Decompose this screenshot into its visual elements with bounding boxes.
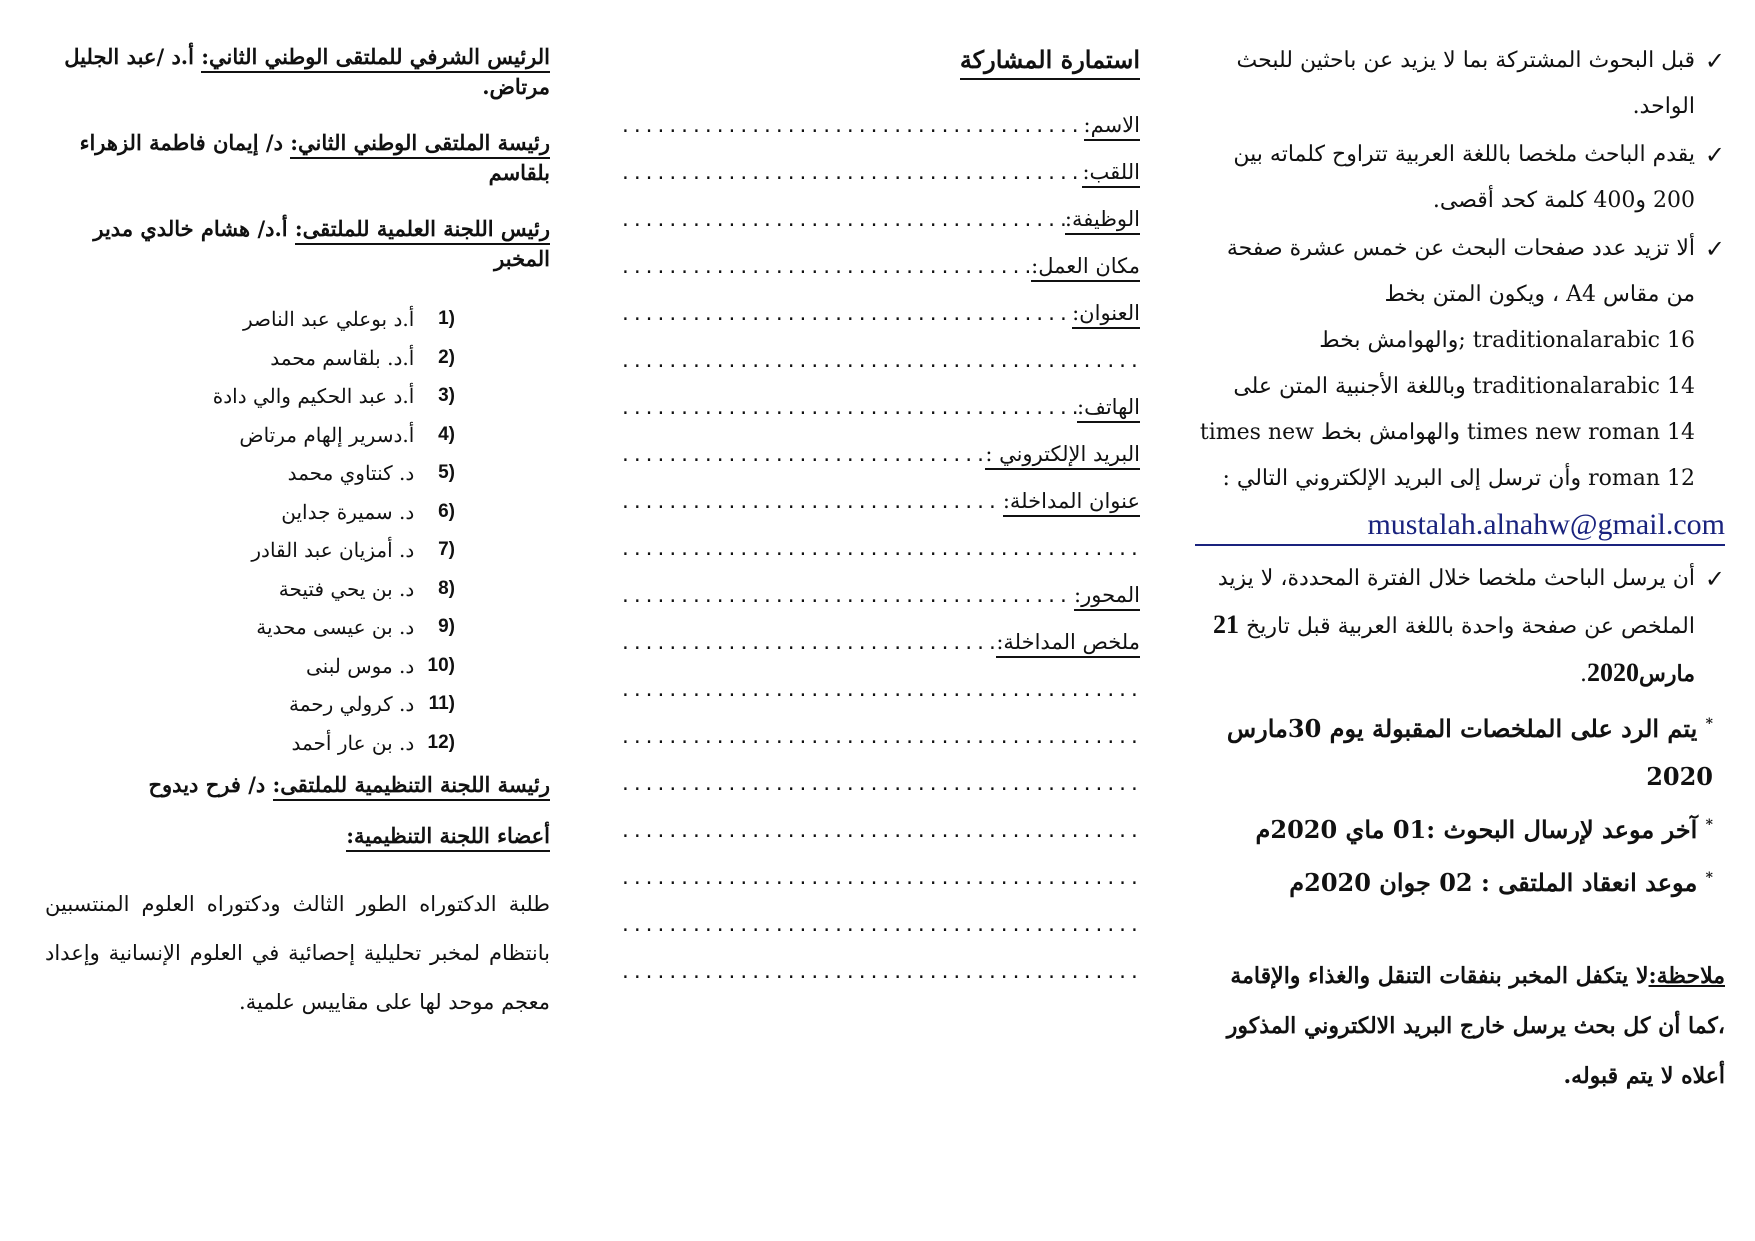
fill-line[interactable] — [620, 727, 1140, 752]
form-field-workplace: مكان العمل: ..... — [620, 235, 1140, 282]
abstract-line — [620, 940, 1140, 987]
form-field-surname: اللقب: ..... — [620, 141, 1140, 188]
check-icon: ✓ — [1704, 235, 1725, 263]
scientific-committee-list — [45, 300, 550, 762]
organizing-members-title: أعضاء اللجنة التنظيمية: — [45, 823, 550, 848]
fill-line[interactable] — [620, 962, 1140, 987]
list-item: 12) د. بن عار أحمد — [291, 730, 455, 755]
note-text: لا يتكفل المخبر بنفقات التنقل والغذاء والإقامة ،كما أن كل بحث يرسل خارج البريد الالكتروني المذكور أعلاه لا يتم قبوله. — [1226, 963, 1725, 1089]
organizing-committee-head: رئيسة اللجنة التنظيمية للملتقى: د/ فرح ديدوح — [45, 772, 550, 797]
fill-line[interactable] — [620, 398, 1077, 423]
abstract-line — [620, 799, 1140, 846]
honorary-president: الرئيس الشرفي للملتقى الوطني الثاني: أ.د /عبد الجليل مرتاض. — [64, 44, 550, 99]
list-item: 5) د. كنتاوي محمد — [287, 461, 455, 485]
abstract-line — [620, 752, 1140, 799]
fill-line[interactable] — [620, 774, 1140, 799]
list-item: 8) د. بن يحي فتيحة — [278, 576, 455, 601]
scientific-committee-head: رئيس اللجنة العلمية للملتقى: أ.د/ هشام خالدي مدير المخبر — [93, 216, 550, 271]
rule-item: ✓ يقدم الباحث ملخصا باللغة العربية تتراوح كلماته بين 200 و400 كلمة كحد أقصى. — [1195, 132, 1725, 224]
fill-line[interactable] — [620, 680, 1140, 705]
fill-line[interactable] — [620, 586, 1074, 611]
abstract-line — [620, 705, 1140, 752]
form-title: استمارة المشاركة — [960, 45, 1140, 80]
form-field-paper-title-cont — [620, 517, 1140, 564]
form-field-email: البريد الإلكتروني : ..... — [620, 423, 1140, 470]
form-field-name: الاسم: ..... — [620, 94, 1140, 141]
conference-president: رئيسة الملتقى الوطني الثاني: د/ إيمان فاطمة الزهراء بلقاسم — [79, 130, 550, 185]
abstract-line — [620, 846, 1140, 893]
conditions-column — [1195, 38, 1725, 1101]
check-icon: ✓ — [1704, 47, 1725, 75]
fill-line[interactable] — [620, 868, 1140, 893]
fill-line[interactable] — [620, 539, 1140, 564]
check-icon: ✓ — [1704, 141, 1725, 169]
rule-item: ✓ قبل البحوث المشتركة بما لا يزيد عن باحثين للبحث الواحد. — [1195, 38, 1725, 130]
abstract-line — [620, 893, 1140, 940]
fill-line[interactable] — [620, 257, 1031, 282]
note-label: ملاحظة: — [1648, 963, 1725, 989]
fill-line[interactable] — [620, 304, 1072, 329]
list-item: 10) د. موس لبنى — [306, 653, 455, 678]
form-field-address-cont — [620, 329, 1140, 376]
organizing-members-text: طلبة الدكتوراه الطور الثالث ودكتوراه العلوم المنتسبين بانتظام لمخبر تحليلية إحصائية في العلوم الإنسانية وإعداد معجم موحد لها على مقاييس علمية. — [45, 892, 550, 1014]
fill-line[interactable] — [620, 915, 1140, 940]
date-line: * آخر موعد لإرسال البحوث :01 ماي 2020م — [1255, 815, 1713, 844]
rule-item: ✓ أن يرسل الباحث ملخصا خلال الفترة المحددة، لا يزيد الملخص عن صفحة واحدة باللغة العربية قبل تاريخ 21 مارس2020. — [1195, 556, 1725, 698]
list-item: 7) د. أمزيان عبد القادر — [251, 538, 455, 562]
fill-line[interactable] — [620, 163, 1082, 188]
form-field-address: العنوان: ..... — [620, 282, 1140, 329]
form-field-abstract: ملخص المداخلة: ..... — [620, 611, 1140, 658]
fill-line[interactable] — [620, 633, 996, 658]
rule-item: ✓ ألا تزيد عدد صفحات البحث عن خمس عشرة صفحة من مقاس A4 ، ويكون المتن بخط traditionalarabic 16 ;والهوامش بخط traditionalarabic 14 وباللغة الأجنبية المتن على times new roman 14 والهوامش بخط times new roman 12 وأن ترسل إلى البريد الإلكتروني التالي : — [1195, 226, 1725, 502]
participation-form — [620, 45, 1140, 987]
date-line: * يتم الرد على الملخصات المقبولة يوم 30مارس 2020 — [1226, 714, 1713, 791]
list-item: 9) د. بن عيسى محدية — [256, 615, 455, 639]
form-field-axis: المحور: ..... — [620, 564, 1140, 611]
list-item: 3) أ.د عبد الحكيم والي دادة — [212, 384, 455, 408]
fill-line[interactable] — [620, 351, 1140, 376]
list-item: 4) أ.دسرير إلهام مرتاض — [239, 422, 455, 447]
fill-line[interactable] — [620, 210, 1065, 235]
fill-line[interactable] — [620, 445, 985, 470]
note — [1195, 951, 1725, 1101]
fill-line[interactable] — [620, 821, 1140, 846]
fill-line[interactable] — [620, 492, 1003, 517]
committees-column — [45, 42, 550, 1027]
abstract-line — [620, 658, 1140, 705]
form-field-job: الوظيفة: ..... — [620, 188, 1140, 235]
list-item: 1) أ.د بوعلي عبد الناصر — [243, 307, 455, 331]
list-item: 11) د. كرولي رحمة — [289, 692, 455, 716]
fill-line[interactable] — [620, 116, 1084, 141]
list-item: 2) أ.د. بلقاسم محمد — [270, 345, 455, 370]
check-icon: ✓ — [1704, 565, 1725, 593]
date-line: * موعد انعقاد الملتقى : 02 جوان 2020م — [1289, 868, 1713, 897]
list-item: 6) د. سميرة جداين — [281, 499, 455, 524]
form-field-paper-title: عنوان المداخلة: ..... — [620, 470, 1140, 517]
form-field-phone: الهاتف: ..... — [620, 376, 1140, 423]
email-link[interactable]: mustalah.alnahw@gmail.com — [1195, 508, 1725, 546]
